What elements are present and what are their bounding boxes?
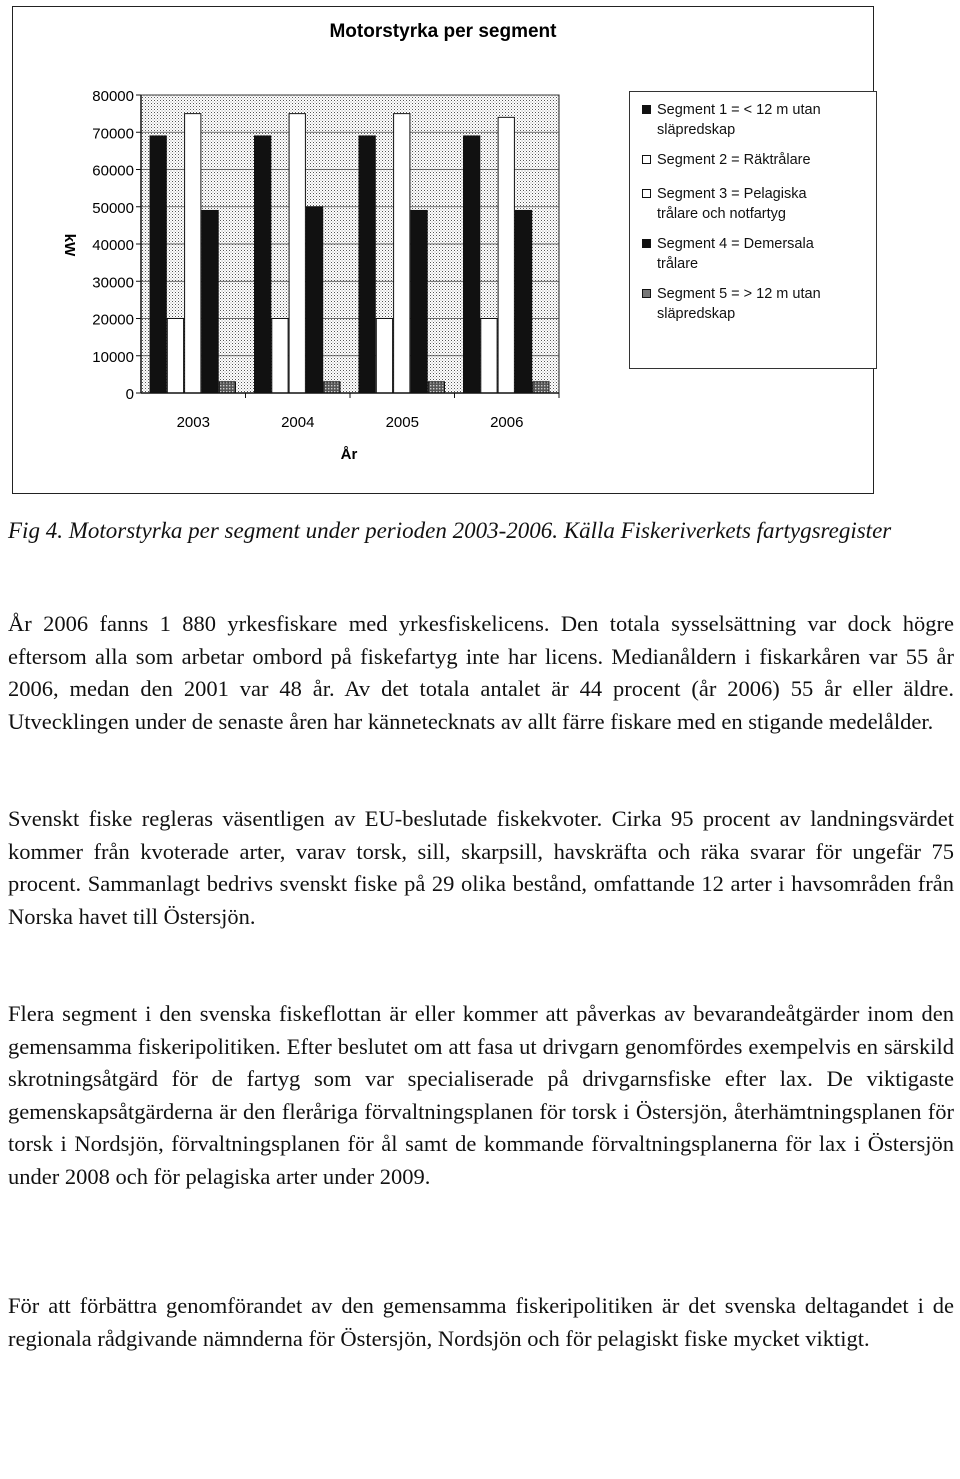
x-axis-label: År (340, 446, 358, 463)
paragraph-3: Flera segment i den svenska fiskeflottan är eller kommer att påverkas av bevarandeåtgärder inom den gemensamma fiskeripolitiken. Efter beslutet om att fasa ut drivgarn genomfördes exempelvis en särskild skrotningsåtgärd för de fartyg som var specialiserade på drivgarnsfiske efter lax. De viktigaste gemenskapsåtgärderna är den fleråriga förvaltningsplanen för torsk i Östersjön, återhämtningsplanen för torsk i Nordsjön, förvaltningsplanen för ål samt de kommande förvaltningsplanerna för lax i Östersjön under 2008 och för pelagiska arter under 2009. (8, 1001, 954, 1189)
bar-2004-segment-2 (272, 319, 288, 394)
legend-swatch-icon (642, 189, 651, 198)
bar-2004-segment-3 (289, 114, 305, 393)
bar-2004-segment-1 (255, 136, 271, 393)
chart-legend (629, 91, 877, 369)
y-tick-label: 50000 (92, 199, 134, 217)
legend-swatch-icon (642, 239, 651, 248)
y-tick-label: 80000 (92, 88, 134, 105)
bar-2005-segment-3 (394, 114, 410, 393)
bar-2003-segment-1 (150, 136, 166, 393)
bar-2006-segment-3 (498, 117, 514, 393)
legend-item-segment-3 (642, 184, 872, 224)
legend-item-segment-2 (642, 150, 872, 170)
legend-item-segment-4 (642, 234, 872, 274)
bar-2005-segment-4 (411, 210, 427, 393)
legend-label: Segment 5 = > 12 m utan (657, 286, 821, 302)
legend-item-segment-1 (642, 100, 872, 140)
legend-label: trålare och notfartyg (657, 206, 786, 222)
chart-frame (12, 6, 874, 494)
y-tick-label: 10000 (92, 348, 134, 366)
bar-2006-segment-1 (464, 136, 480, 393)
y-tick-label: 20000 (92, 311, 134, 329)
paragraph-2: Svenskt fiske regleras väsentligen av EU-beslutade fiskekvoter. Cirka 95 procent av landningsvärdet kommer från kvoterade arter, varav torsk, sill, skarpsill, havskräfta och räka svarar för ungefär 75 procent. Sammanlagt bedrivs svenskt fiske på 29 olika bestånd, omfattande 12 arter i havsområden från Norska havet till Östersjön. (8, 806, 954, 929)
bar-2003-segment-3 (185, 114, 201, 393)
bar-2006-segment-2 (481, 319, 497, 394)
legend-swatch-icon (642, 289, 651, 298)
legend-label: Segment 3 = Pelagiska (657, 186, 807, 202)
paragraph-4: För att förbättra genomförandet av den gemensamma fiskeripolitiken är det svenska deltagandet i de regionala rådgivande nämnderna för Östersjön, Nordsjön och för pelagiskt fiske mycket viktigt. (8, 1293, 954, 1351)
legend-swatch-icon (642, 155, 651, 164)
bar-2003-segment-2 (167, 319, 183, 394)
bar-2006-segment-4 (515, 210, 531, 393)
y-tick-label: 0 (125, 386, 134, 403)
y-tick-label: 60000 (92, 162, 134, 180)
y-tick-label: 30000 (92, 274, 134, 292)
legend-label: släpredskap (657, 306, 736, 322)
legend-label: Segment 2 = Räktrålare (657, 152, 811, 168)
bar-2003-segment-5 (219, 382, 235, 393)
x-tick-label: 2004 (281, 414, 315, 431)
chart-title: Motorstyrka per segment (329, 21, 557, 42)
bar-2005-segment-2 (376, 319, 392, 394)
bar-2005-segment-5 (428, 382, 444, 393)
legend-label: Segment 4 = Demersala (657, 236, 814, 252)
x-tick-label: 2005 (385, 414, 419, 431)
bar-2004-segment-4 (306, 207, 322, 393)
y-tick-label: 70000 (92, 125, 134, 143)
paragraph-1: År 2006 fanns 1 880 yrkesfiskare med yrkesfiskelicens. Den totala sysselsättning var dock högre eftersom alla som arbetar ombord på fiskefartyg inte har licens. Medianåldern i fiskarkåren var 55 år 2006, medan den 2001 var 48 år. Av det totala antalet är 44 procent (år 2006) 55 år eller äldre. Utvecklingen under de senaste åren har kännetecknats av allt färre fiskare med en stigande medelålder. (8, 611, 954, 734)
bar-2003-segment-4 (202, 210, 218, 393)
legend-item-segment-5 (642, 284, 872, 324)
bar-2005-segment-1 (359, 136, 375, 393)
legend-label: trålare (657, 256, 699, 272)
x-tick-label: 2006 (490, 414, 524, 431)
legend-swatch-icon (642, 105, 651, 114)
x-tick-label: 2003 (176, 414, 210, 431)
legend-label: Segment 1 = < 12 m utan (657, 102, 821, 118)
bar-2006-segment-5 (533, 382, 549, 393)
bar-2004-segment-5 (324, 382, 340, 393)
figure-caption: Fig 4. Motorstyrka per segment under perioden 2003-2006. Källa Fiskeriverkets fartygsregister (8, 518, 892, 543)
y-tick-label: 40000 (92, 237, 134, 254)
legend-label: släpredskap (657, 122, 736, 138)
y-axis-label: kW (61, 233, 78, 257)
